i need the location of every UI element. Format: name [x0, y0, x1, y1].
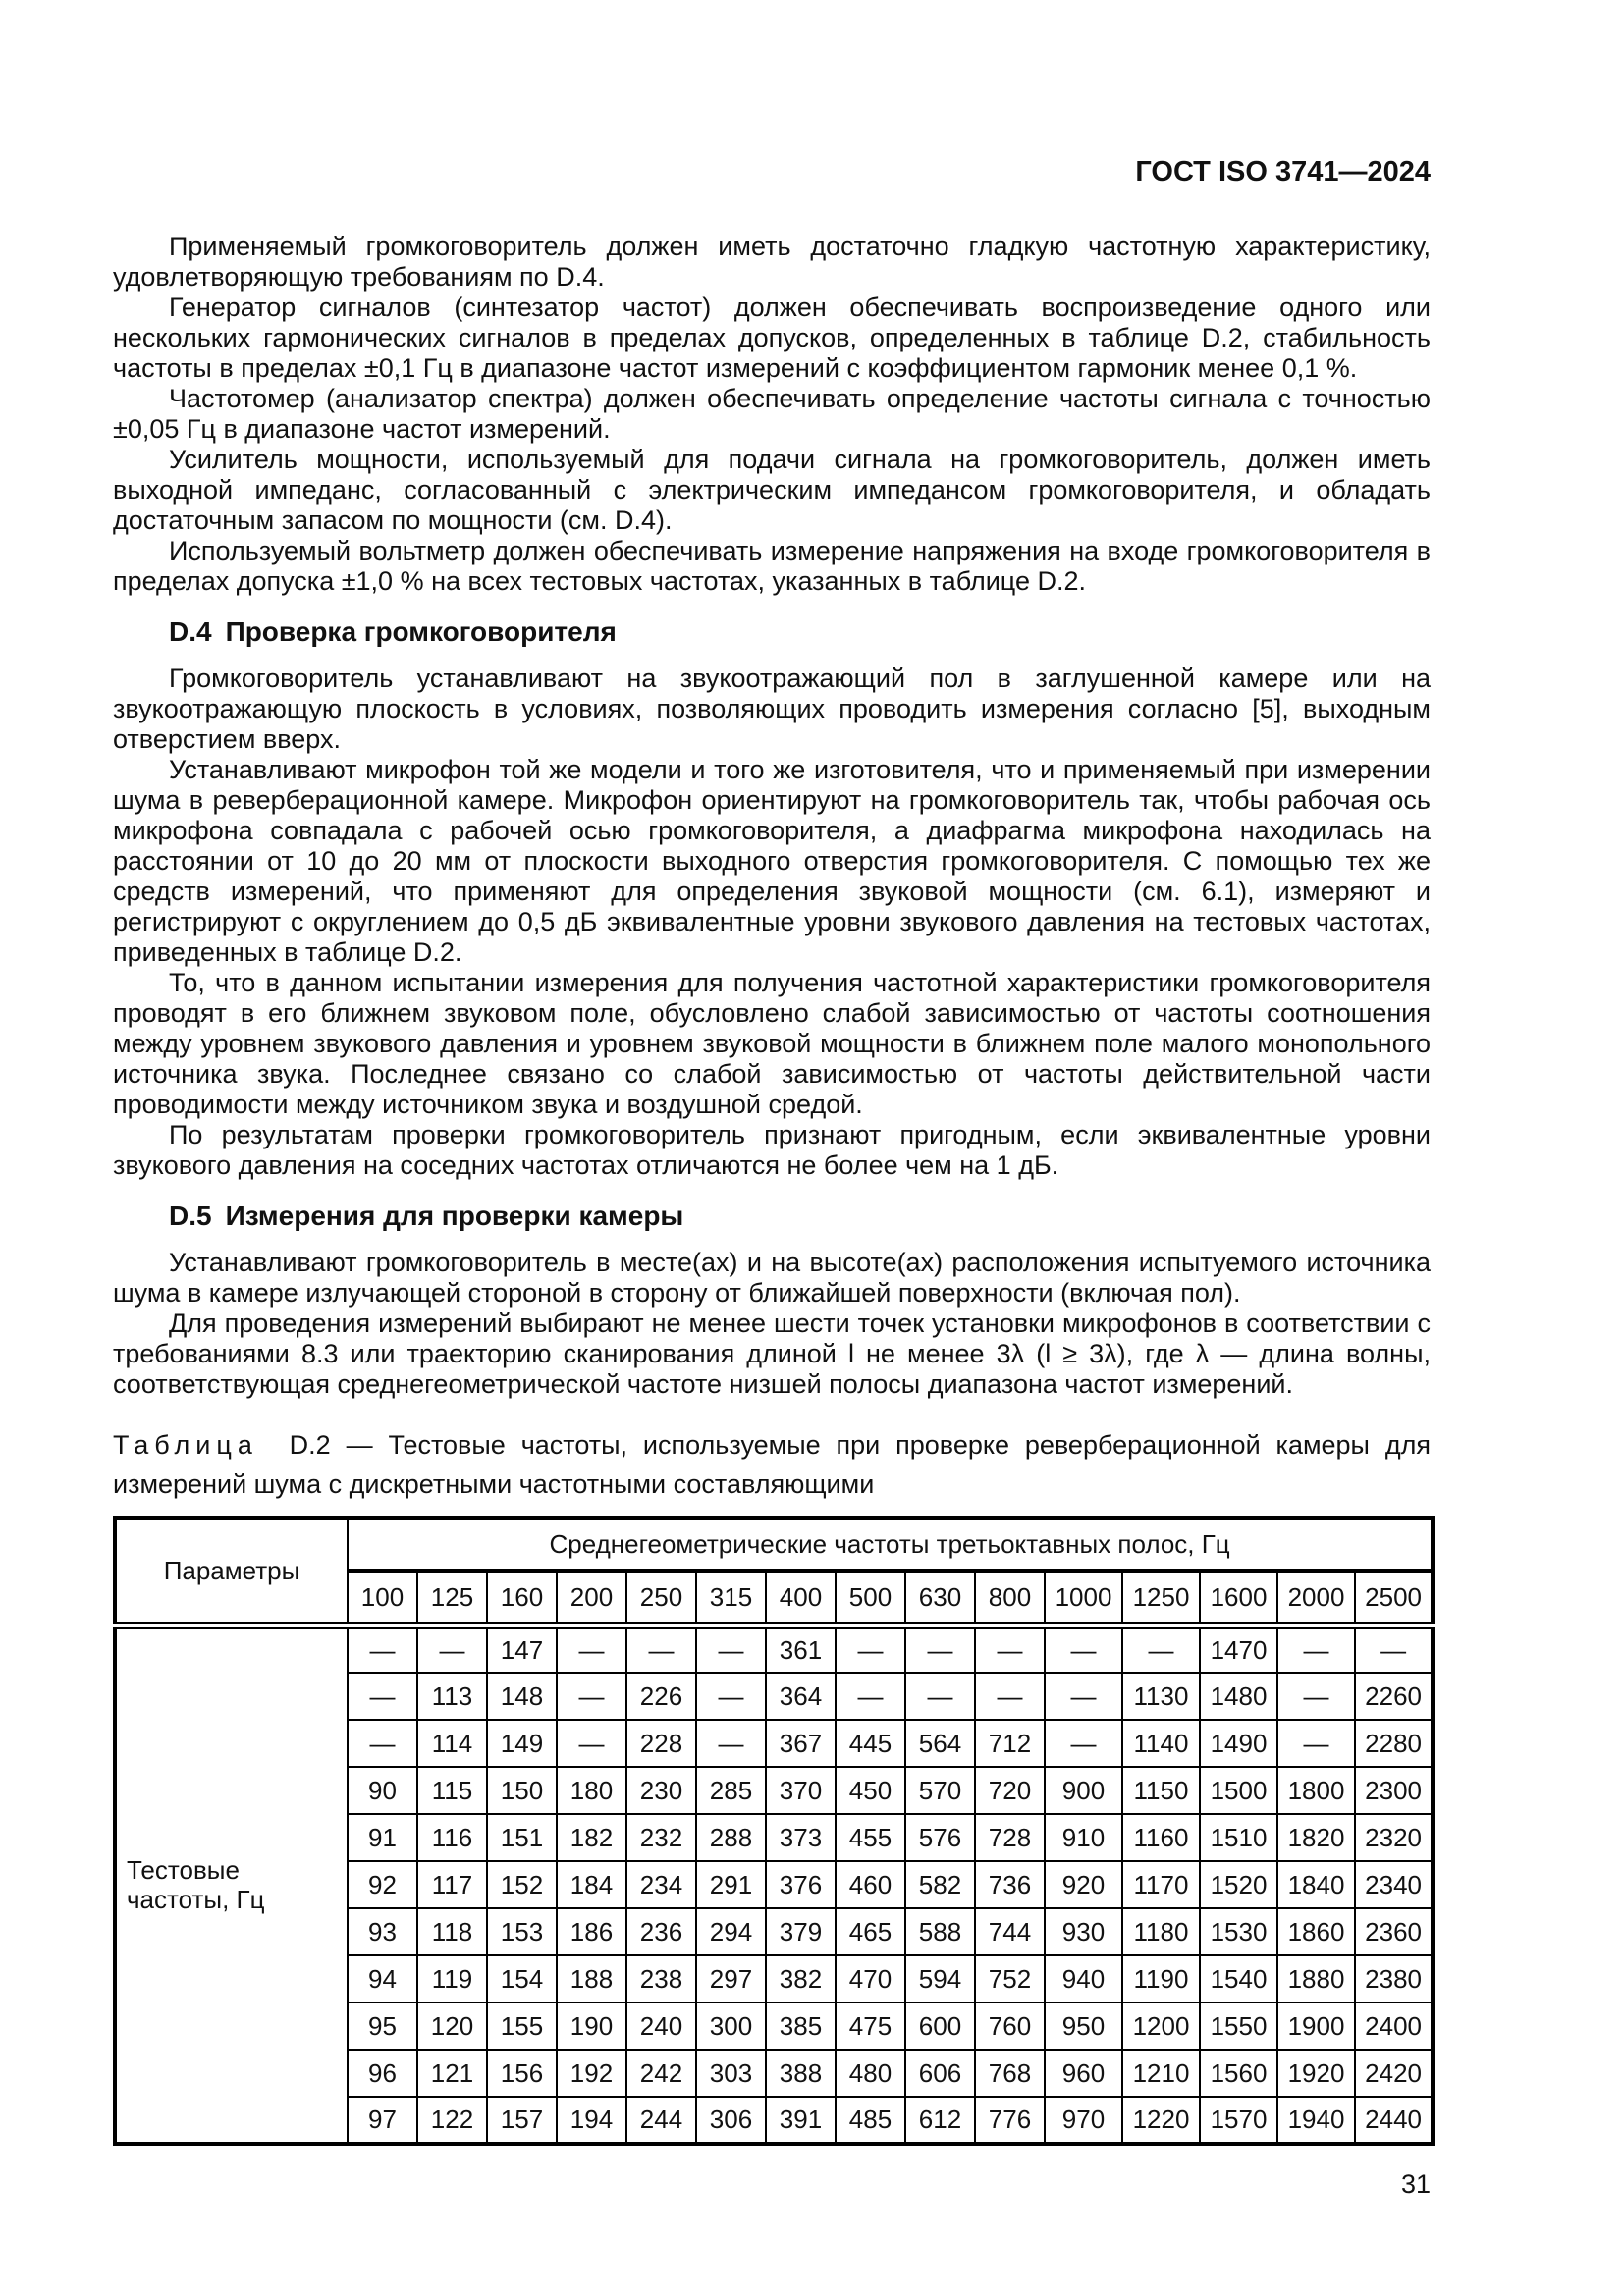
table-cell: 760	[975, 2002, 1045, 2050]
table-cell: 712	[975, 1720, 1045, 1767]
table-cell: 900	[1045, 1767, 1122, 1814]
section-heading-d4	[113, 616, 1431, 648]
table-cell: 600	[905, 2002, 975, 2050]
table-cell: —	[1045, 1626, 1122, 1673]
table-cell: 382	[766, 1955, 836, 2002]
table-cell: 370	[766, 1767, 836, 1814]
table-cell: 480	[836, 2050, 905, 2097]
paragraph: Генератор сигналов (синтезатор частот) должен обеспечивать воспроизведение одного или нескольких гармонических сигналов в пределах допусков, определенных в таблице D.2, стабильность частоты в пределах ±0,1 Гц в диапазоне частот измерений с коэффициентом гармоник менее 0,1 %.	[113, 293, 1431, 383]
table-cell: 288	[696, 1814, 766, 1861]
table-cell: 465	[836, 1908, 905, 1955]
table-cell: 115	[417, 1767, 487, 1814]
table-cell: 119	[417, 1955, 487, 2002]
paragraph: По результатам проверки громкоговоритель признают пригодным, если эквивалентные уровни звукового давления на соседних частотах отличаются не более чем на 1 дБ.	[113, 1120, 1431, 1180]
table-cell: 728	[975, 1814, 1045, 1861]
table-cell: 1170	[1122, 1861, 1200, 1908]
table-cell: —	[696, 1673, 766, 1720]
paragraph: Усилитель мощности, используемый для подачи сигнала на громкоговоритель, должен иметь выходной импеданс, согласованный с электрическим импедансом громкоговорителя, и обладать достаточным запасом по мощности (см. D.4).	[113, 445, 1431, 535]
table-cell: 2400	[1355, 2002, 1433, 2050]
table-cell: 1940	[1277, 2097, 1355, 2144]
table-cell: 291	[696, 1861, 766, 1908]
table-cell: 121	[417, 2050, 487, 2097]
table-cell: 1220	[1122, 2097, 1200, 2144]
table-cell: —	[696, 1720, 766, 1767]
table-cell: 150	[487, 1767, 557, 1814]
table-cell: 373	[766, 1814, 836, 1861]
table-cell: 2340	[1355, 1861, 1433, 1908]
table-cell: 303	[696, 2050, 766, 2097]
table-cell: 582	[905, 1861, 975, 1908]
section-title: Измерения для проверки камеры	[225, 1201, 684, 1231]
table-cell: —	[1277, 1626, 1355, 1673]
table-cell: —	[905, 1626, 975, 1673]
table-cell: 2280	[1355, 1720, 1433, 1767]
row-label-cell: Тестовые частоты, Гц	[115, 1626, 348, 2144]
paragraph: Устанавливают микрофон той же модели и того же изготовителя, что и применяемый при измерении шума в реверберационной камере. Микрофон ориентируют на громкоговоритель так, чтобы рабочая ось микрофона совпадала с рабочей осью громкоговорителя, а диафрагма микрофона находилась на расстоянии от 10 до 20 мм от плоскости выходного отверстия громкоговорителя. С помощью тех же средств измерений, что применяют для определения звуковой мощности (см. 6.1), измеряют и регистрируют с округлением до 0,5 дБ эквивалентные уровни звукового давления на тестовых частотах, приведенных в таблице D.2.	[113, 755, 1431, 967]
table-cell: 1500	[1200, 1767, 1277, 1814]
table-cell: 1140	[1122, 1720, 1200, 1767]
table-cell: 2260	[1355, 1673, 1433, 1720]
table-cell: 445	[836, 1720, 905, 1767]
table-cell: 155	[487, 2002, 557, 2050]
table-cell: 450	[836, 1767, 905, 1814]
table-cell: 192	[557, 2050, 626, 2097]
section-number: D.4	[169, 616, 212, 647]
table-cell: 960	[1045, 2050, 1122, 2097]
table-cell: 1510	[1200, 1814, 1277, 1861]
frequency-column-header: 2000	[1277, 1571, 1355, 1626]
table-cell: —	[975, 1626, 1045, 1673]
frequency-column-header: 200	[557, 1571, 626, 1626]
table-cell: 1840	[1277, 1861, 1355, 1908]
table-cell: —	[348, 1673, 417, 1720]
table-cell: 2440	[1355, 2097, 1433, 2144]
table-cell: 1490	[1200, 1720, 1277, 1767]
test-frequencies-table	[113, 1516, 1435, 2146]
table-cell: —	[1122, 1626, 1200, 1673]
table-cell: 184	[557, 1861, 626, 1908]
paragraph: Громкоговоритель устанавливают на звукоотражающий пол в заглушенной камере или на звукоотражающую плоскость в условиях, позволяющих проводить измерения согласно [5], выходным отверстием вверх.	[113, 664, 1431, 754]
table-cell: 2420	[1355, 2050, 1433, 2097]
frequency-column-header: 2500	[1355, 1571, 1433, 1626]
table-cell: —	[1355, 1626, 1433, 1673]
table-cell: 376	[766, 1861, 836, 1908]
table-cell: 116	[417, 1814, 487, 1861]
table-cell: 736	[975, 1861, 1045, 1908]
frequency-column-header: 1250	[1122, 1571, 1200, 1626]
table-cell: 152	[487, 1861, 557, 1908]
table-cell: 153	[487, 1908, 557, 1955]
table-cell: 120	[417, 2002, 487, 2050]
table-cell: 1570	[1200, 2097, 1277, 2144]
table-cell: 97	[348, 2097, 417, 2144]
param-header-cell: Параметры	[115, 1518, 348, 1626]
table-cell: 1530	[1200, 1908, 1277, 1955]
table-cell: —	[975, 1673, 1045, 1720]
table-cell: 1180	[1122, 1908, 1200, 1955]
paragraph: Частотомер (анализатор спектра) должен обеспечивать определение частоты сигнала с точностью ±0,05 Гц в диапазоне частот измерений.	[113, 384, 1431, 444]
table-cell: 186	[557, 1908, 626, 1955]
table-cell: 114	[417, 1720, 487, 1767]
table-cell: 149	[487, 1720, 557, 1767]
table-cell: 485	[836, 2097, 905, 2144]
table-cell: 720	[975, 1767, 1045, 1814]
table-cell: 180	[557, 1767, 626, 1814]
table-cell: 364	[766, 1673, 836, 1720]
table-cell: 388	[766, 2050, 836, 2097]
table-cell: 122	[417, 2097, 487, 2144]
table-cell: 300	[696, 2002, 766, 2050]
table-cell: 232	[626, 1814, 696, 1861]
table-cell: 970	[1045, 2097, 1122, 2144]
table-cell: 117	[417, 1861, 487, 1908]
table-cell: 147	[487, 1626, 557, 1673]
table-cell: 455	[836, 1814, 905, 1861]
table-caption-number: D.2	[289, 1430, 331, 1460]
paragraph: Применяемый громкоговоритель должен иметь достаточно гладкую частотную характеристику, удовлетворяющую требованиям по D.4.	[113, 232, 1431, 292]
table-cell: 391	[766, 2097, 836, 2144]
table-cell: 564	[905, 1720, 975, 1767]
paragraph: Для проведения измерений выбирают не менее шести точек установки микрофонов в соответствии с требованиями 8.3 или траекторию сканирования длиной l не менее 3λ (l ≥ 3λ), где λ — длина волны, соответствующая среднегеометрической частоте низшей полосы диапазона частот измерений.	[113, 1308, 1431, 1399]
table-cell: 612	[905, 2097, 975, 2144]
frequency-column-header: 315	[696, 1571, 766, 1626]
frequency-column-header: 800	[975, 1571, 1045, 1626]
table-cell: 285	[696, 1767, 766, 1814]
table-cell: —	[1277, 1673, 1355, 1720]
frequency-column-header: 630	[905, 1571, 975, 1626]
table-cell: 92	[348, 1861, 417, 1908]
table-cell: 920	[1045, 1861, 1122, 1908]
frequency-column-header: 400	[766, 1571, 836, 1626]
table-cell: 1130	[1122, 1673, 1200, 1720]
frequency-column-header: 1600	[1200, 1571, 1277, 1626]
table-cell: 475	[836, 2002, 905, 2050]
table-cell: 570	[905, 1767, 975, 1814]
section-number: D.5	[169, 1201, 212, 1231]
table-cell: —	[348, 1720, 417, 1767]
table-cell: 460	[836, 1861, 905, 1908]
table-cell: 1860	[1277, 1908, 1355, 1955]
table-header	[115, 1518, 1433, 1626]
table-cell: 744	[975, 1908, 1045, 1955]
section-heading-d5	[113, 1201, 1431, 1232]
table-cell: 182	[557, 1814, 626, 1861]
table-cell: 230	[626, 1767, 696, 1814]
table-cell: 188	[557, 1955, 626, 2002]
table-cell: 768	[975, 2050, 1045, 2097]
table-cell: —	[1045, 1720, 1122, 1767]
frequency-column-header: 100	[348, 1571, 417, 1626]
table-cell: 2380	[1355, 1955, 1433, 2002]
table-cell: 194	[557, 2097, 626, 2144]
table-cell: 379	[766, 1908, 836, 1955]
table-cell: 118	[417, 1908, 487, 1955]
group-header-cell: Среднегеометрические частоты третьоктавных полос, Гц	[348, 1518, 1433, 1571]
table-cell: 361	[766, 1626, 836, 1673]
table-cell: 940	[1045, 1955, 1122, 2002]
table-cell: 151	[487, 1814, 557, 1861]
table-cell: 2300	[1355, 1767, 1433, 1814]
table-cell: —	[348, 1626, 417, 1673]
table-cell: 156	[487, 2050, 557, 2097]
table-cell: 1540	[1200, 1955, 1277, 2002]
table-cell: 306	[696, 2097, 766, 2144]
paragraph: Используемый вольтметр должен обеспечивать измерение напряжения на входе громкоговорителя в пределах допуска ±1,0 % на всех тестовых частотах, указанных в таблице D.2.	[113, 536, 1431, 596]
table-cell: 1160	[1122, 1814, 1200, 1861]
table-cell: 1150	[1122, 1767, 1200, 1814]
table-cell: 1560	[1200, 2050, 1277, 2097]
table-cell: 1190	[1122, 1955, 1200, 2002]
table-body	[115, 1626, 1433, 2144]
table-cell: 240	[626, 2002, 696, 2050]
table-cell: 1880	[1277, 1955, 1355, 2002]
table-cell: —	[1277, 1720, 1355, 1767]
table-cell: 2360	[1355, 1908, 1433, 1955]
table-caption	[113, 1425, 1431, 1504]
table-row	[115, 1626, 1433, 1673]
table-cell: 1920	[1277, 2050, 1355, 2097]
table-cell: 242	[626, 2050, 696, 2097]
paragraph: Устанавливают громкоговоритель в месте(ах) и на высоте(ах) расположения испытуемого источника шума в камере излучающей стороной в сторону от ближайшей поверхности (включая пол).	[113, 1248, 1431, 1308]
table-cell: 93	[348, 1908, 417, 1955]
table-cell: —	[557, 1720, 626, 1767]
table-caption-dash: —	[346, 1430, 373, 1460]
table-cell: 96	[348, 2050, 417, 2097]
table-cell: 228	[626, 1720, 696, 1767]
table-cell: 576	[905, 1814, 975, 1861]
table-cell: 95	[348, 2002, 417, 2050]
table-cell: 1820	[1277, 1814, 1355, 1861]
table-cell: 234	[626, 1861, 696, 1908]
section-title: Проверка громкоговорителя	[225, 616, 617, 647]
table-cell: 588	[905, 1908, 975, 1955]
table-caption-text: Тестовые частоты, используемые при проверке реверберационной камеры для измерений шума с дискретными частотными составляющими	[113, 1430, 1431, 1499]
table-cell: 91	[348, 1814, 417, 1861]
doc-code-header: ГОСТ ISO 3741—2024	[1135, 156, 1431, 187]
table-cell: 157	[487, 2097, 557, 2144]
paragraph: То, что в данном испытании измерения для получения частотной характеристики громкоговорителя проводят в его ближнем звуковом поле, обусловлено слабой зависимостью от частоты соотношения между уровнем звукового давления и уровнем звуковой мощности в ближнем поле малого монопольного источника звука. Последнее связано со слабой зависимостью от частоты действительной части проводимости между источником звука и воздушной средой.	[113, 968, 1431, 1119]
table-cell: 113	[417, 1673, 487, 1720]
table-cell: 950	[1045, 2002, 1122, 2050]
table-cell: 1210	[1122, 2050, 1200, 2097]
frequency-column-header: 160	[487, 1571, 557, 1626]
table-cell: 752	[975, 1955, 1045, 2002]
page-content	[113, 155, 1431, 2226]
table-cell: 2320	[1355, 1814, 1433, 1861]
frequency-column-header: 1000	[1045, 1571, 1122, 1626]
table-cell: 90	[348, 1767, 417, 1814]
table-cell: 606	[905, 2050, 975, 2097]
table-cell: —	[836, 1673, 905, 1720]
table-cell: 1800	[1277, 1767, 1355, 1814]
table-cell: 385	[766, 2002, 836, 2050]
table-cell: —	[696, 1626, 766, 1673]
table-cell: 236	[626, 1908, 696, 1955]
table-caption-label: Таблица	[113, 1430, 258, 1460]
table-cell: 594	[905, 1955, 975, 2002]
table-cell: —	[1045, 1673, 1122, 1720]
table-cell: 226	[626, 1673, 696, 1720]
table-cell: 148	[487, 1673, 557, 1720]
table-cell: 190	[557, 2002, 626, 2050]
table-cell: 1520	[1200, 1861, 1277, 1908]
table-cell: 776	[975, 2097, 1045, 2144]
table-cell: —	[417, 1626, 487, 1673]
table-cell: 244	[626, 2097, 696, 2144]
table-cell: 1470	[1200, 1626, 1277, 1673]
table-cell: 294	[696, 1908, 766, 1955]
table-cell: 1550	[1200, 2002, 1277, 2050]
table-cell: 367	[766, 1720, 836, 1767]
table-cell: —	[557, 1673, 626, 1720]
page-number: 31	[1400, 2168, 1431, 2199]
table-cell: 910	[1045, 1814, 1122, 1861]
table-cell: 154	[487, 1955, 557, 2002]
frequency-column-header: 500	[836, 1571, 905, 1626]
table-cell: 1480	[1200, 1673, 1277, 1720]
table-cell: 94	[348, 1955, 417, 2002]
table-cell: —	[626, 1626, 696, 1673]
table-cell: 930	[1045, 1908, 1122, 1955]
frequency-column-header: 125	[417, 1571, 487, 1626]
table-cell: —	[557, 1626, 626, 1673]
table-cell: 1200	[1122, 2002, 1200, 2050]
table-cell: —	[905, 1673, 975, 1720]
table-cell: 1900	[1277, 2002, 1355, 2050]
table-cell: 297	[696, 1955, 766, 2002]
table-cell: 238	[626, 1955, 696, 2002]
table-cell: 470	[836, 1955, 905, 2002]
frequency-column-header: 250	[626, 1571, 696, 1626]
table-cell: —	[836, 1626, 905, 1673]
